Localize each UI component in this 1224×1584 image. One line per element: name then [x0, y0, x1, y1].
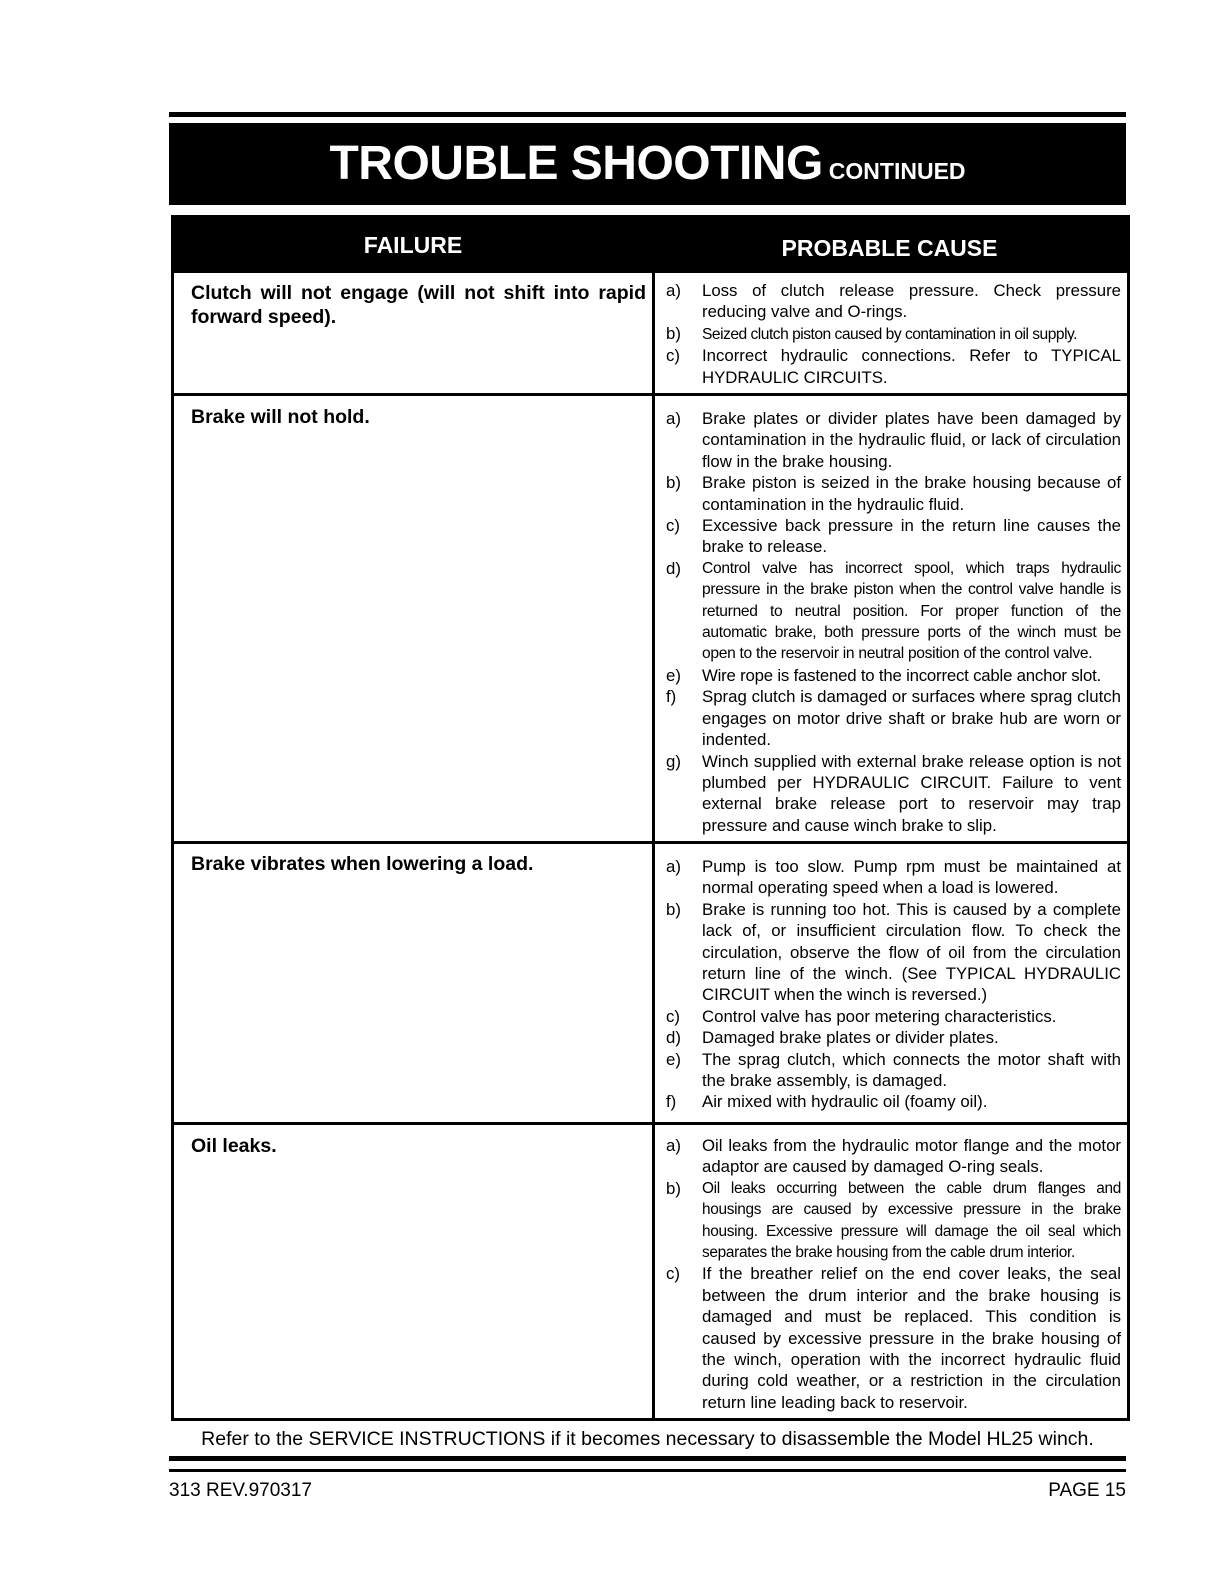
header-probable-cause: PROBABLE CAUSE	[781, 235, 998, 261]
cause-item: a) Oil leaks from the hydraulic motor flange and the motor adaptor are caused by damaged O-ring seals.	[666, 1136, 1121, 1177]
page-title: TROUBLE SHOOTING	[329, 137, 823, 190]
cause-item: f) Air mixed with hydraulic oil (foamy oil).	[666, 1092, 988, 1112]
failure-oil-leaks: Oil leaks.	[191, 1135, 277, 1157]
row-divider	[174, 393, 1127, 396]
cause-item: d) Control valve has incorrect spool, which traps hydraulic pressure in the brake piston when the control valve handle is returned to neutral position. For proper function of the automatic brake, both pressure ports of the winch must be open to the reservoir in neutral position of the control valve.	[666, 558, 1121, 663]
causes-brake-vibrates	[666, 856, 1121, 1113]
cause-item: b) Brake is running too hot. This is caused by a complete lack of, or insufficient circulation flow. To check the circulation, observe the flow of oil from the circulation return line of the winch. (See TYPICAL HYDRAULIC CIRCUIT when the winch is reversed.)	[666, 899, 1121, 1005]
cause-item: c) Control valve has poor metering characteristics.	[666, 1006, 1057, 1026]
failure-brake-hold: Brake will not hold.	[191, 406, 370, 428]
cause-item: b) Seized clutch piston caused by contamination in oil supply.	[666, 323, 1078, 343]
cause-item: e) The sprag clutch, which connects the motor shaft with the brake assembly, is damaged.	[666, 1049, 1121, 1091]
cause-item: a) Loss of clutch release pressure. Check pressure reducing valve and O-rings.	[666, 281, 1121, 322]
cause-item: a) Pump is too slow. Pump rpm must be maintained at normal operating speed when a load is lowered.	[666, 857, 1121, 898]
bottom-rule-thin	[169, 1469, 1126, 1472]
page-number: PAGE 15	[1048, 1480, 1126, 1501]
top-rule	[169, 112, 1126, 117]
row-divider	[174, 1122, 1127, 1125]
cause-item: f) Sprag clutch is damaged or surfaces where sprag clutch engages on motor drive shaft or brake hub are worn or indented.	[666, 687, 1121, 750]
causes-clutch	[666, 280, 1121, 388]
cause-item: b) Brake piston is seized in the brake housing because of contamination in the hydraulic fluid.	[666, 473, 1121, 514]
troubleshooting-table	[171, 215, 1130, 1421]
cause-item: b) Oil leaks occurring between the cable drum flanges and housings are caused by excessive pressure in the brake housing. Excessive pressure will damage the oil seal which separates the brake housing from the cable drum interior.	[666, 1178, 1121, 1262]
service-note: Refer to the SERVICE INSTRUCTIONS if it becomes necessary to disassemble the Model HL25 winch.	[201, 1428, 1094, 1450]
bottom-rule-thick	[169, 1456, 1126, 1461]
causes-brake-hold	[666, 408, 1121, 836]
cause-item: c) Incorrect hydraulic connections. Refer to TYPICAL HYDRAULIC CIRCUITS.	[666, 346, 1121, 387]
cause-item: d) Damaged brake plates or divider plates.	[666, 1028, 999, 1048]
cause-item: c) If the breather relief on the end cover leaks, the seal between the drum interior and the brake housing is damaged and must be replaced. This condition is caused by excessive pressure in the brake housing of the winch, operation with the incorrect hydraulic fluid during cold weather, or a restriction in the circulation return line leading back to reservoir.	[666, 1264, 1121, 1412]
failure-clutch: Clutch will not engage (will not shift into rapid forward speed).	[191, 282, 646, 328]
page-subtitle: CONTINUED	[828, 158, 966, 184]
table-header	[174, 218, 1127, 273]
cause-item: e) Wire rope is fastened to the incorrect cable anchor slot.	[666, 665, 1102, 685]
row-divider	[174, 841, 1127, 844]
causes-oil-leaks	[666, 1135, 1121, 1413]
column-divider	[652, 273, 655, 1418]
failure-brake-vibrates: Brake vibrates when lowering a load.	[191, 853, 534, 875]
cause-item: c) Excessive back pressure in the return line causes the brake to release.	[666, 516, 1121, 557]
cause-item: g) Winch supplied with external brake release option is not plumbed per HYDRAULIC CIRCUIT. Failure to vent external brake release port to reservoir may trap pressure and cause winch brake to slip.	[666, 751, 1121, 835]
document-revision: 313 REV.970317	[169, 1480, 312, 1501]
title-banner	[169, 123, 1126, 205]
header-failure: FAILURE	[363, 232, 463, 258]
cause-item: a) Brake plates or divider plates have been damaged by contamination in the hydraulic fluid, or lack of circulation flow in the brake housing.	[666, 409, 1121, 471]
